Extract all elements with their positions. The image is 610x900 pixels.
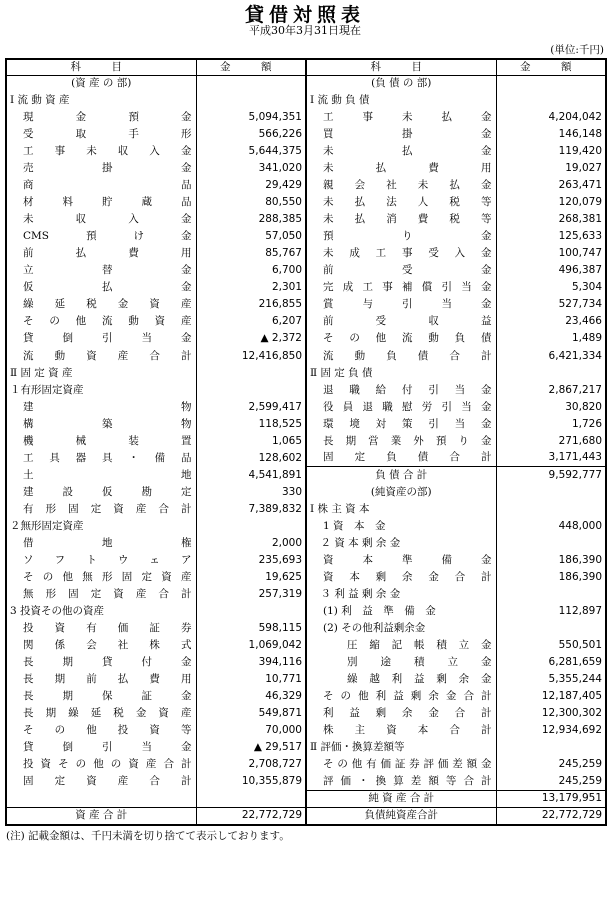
asset-item-amount bbox=[196, 518, 306, 535]
liability-item-name bbox=[306, 416, 496, 433]
asset-item-amount: ▲ 2,372 bbox=[196, 330, 306, 347]
table-row bbox=[6, 365, 606, 382]
liability-item-amount: 268,381 bbox=[496, 211, 606, 228]
liability-item-name: (2) その他利益剰余金 bbox=[306, 620, 496, 637]
liability-item-name bbox=[306, 637, 496, 654]
asset-item-name bbox=[6, 484, 196, 501]
liability-item-amount: 527,734 bbox=[496, 296, 606, 313]
asset-item-amount: 22,772,729 bbox=[196, 807, 306, 825]
asset-item-label: 投資その他の資産合計 bbox=[23, 758, 192, 771]
footnote: (注) 記載金額は、千円未満を切り捨てて表示しております。 bbox=[6, 830, 290, 842]
liability-item-label: 工事未払金 bbox=[323, 111, 492, 124]
asset-item-label: その他流動資産 bbox=[23, 315, 192, 328]
asset-item-amount: 29,429 bbox=[196, 177, 306, 194]
table-row bbox=[6, 637, 606, 654]
liability-item-name bbox=[306, 160, 496, 177]
asset-item-name bbox=[6, 722, 196, 739]
asset-item-name bbox=[6, 313, 196, 330]
asset-item-label: 繰延税金資産 bbox=[23, 298, 192, 311]
liability-item-name bbox=[306, 330, 496, 347]
liability-item-name bbox=[306, 756, 496, 773]
asset-item-name bbox=[6, 245, 196, 262]
asset-item-amount: 566,226 bbox=[196, 126, 306, 143]
asset-item-amount: 257,319 bbox=[196, 586, 306, 603]
asset-item-name: (資 産 の 部) bbox=[6, 75, 196, 92]
table-row bbox=[6, 433, 606, 450]
asset-item-amount bbox=[196, 92, 306, 109]
liability-item-name bbox=[306, 143, 496, 160]
liability-item-name: Ⅱ 固 定 負 債 bbox=[306, 365, 496, 382]
table-row bbox=[6, 739, 606, 756]
liability-item-amount: 120,079 bbox=[496, 194, 606, 211]
liability-item-label: 長期営業外預り金 bbox=[323, 434, 492, 447]
assets-amount-header: 金 額 bbox=[196, 59, 306, 75]
liability-item-amount: 12,934,692 bbox=[496, 722, 606, 739]
liability-item-label: 未払費用 bbox=[323, 162, 492, 175]
liability-item-name bbox=[306, 126, 496, 143]
liability-item-amount: 30,820 bbox=[496, 399, 606, 416]
liability-item-label: その他有価証券評価差額金 bbox=[323, 758, 492, 771]
liability-item-amount bbox=[496, 75, 606, 92]
table-row bbox=[6, 671, 606, 688]
liability-item-amount: 2,867,217 bbox=[496, 382, 606, 399]
asset-item-name bbox=[6, 399, 196, 416]
asset-item-label: 工事未収入金 bbox=[23, 145, 192, 158]
liability-item-label: 固定負債合計 bbox=[323, 451, 492, 464]
asset-item-label: 建設仮勘定 bbox=[23, 485, 192, 498]
asset-item-name bbox=[6, 552, 196, 569]
asset-item-label: 機械装置 bbox=[23, 434, 192, 447]
table-row bbox=[6, 92, 606, 109]
liability-item-amount: 1,726 bbox=[496, 416, 606, 433]
asset-item-label: 立替金 bbox=[23, 264, 192, 277]
liability-item-name bbox=[306, 348, 496, 365]
asset-item-amount: 330 bbox=[196, 484, 306, 501]
asset-item-name bbox=[6, 620, 196, 637]
liability-item-label: 繰越利益剰余金 bbox=[347, 673, 492, 686]
asset-item-name bbox=[6, 756, 196, 773]
asset-item-name bbox=[6, 143, 196, 160]
liability-item-amount: 12,300,302 bbox=[496, 705, 606, 722]
asset-item-amount: 4,541,891 bbox=[196, 467, 306, 484]
table-row bbox=[6, 296, 606, 313]
liability-item-label: 買掛金 bbox=[323, 128, 492, 141]
asset-item-amount: 46,329 bbox=[196, 688, 306, 705]
table-row bbox=[6, 790, 606, 807]
asset-item-name bbox=[6, 535, 196, 552]
asset-item-label: 借地権 bbox=[23, 536, 192, 549]
liability-item-label: 利益剰余金合計 bbox=[323, 707, 492, 720]
asset-item-amount: 10,771 bbox=[196, 671, 306, 688]
liability-item-name bbox=[306, 194, 496, 211]
liability-item-label: 株主資本合計 bbox=[323, 724, 492, 737]
liability-item-label: 未成工事受入金 bbox=[323, 247, 492, 260]
liability-item-name bbox=[306, 671, 496, 688]
liability-item-name: Ⅰ 流 動 負 債 bbox=[306, 92, 496, 109]
asset-item-amount: 2,000 bbox=[196, 535, 306, 552]
liability-item-label: 圧縮記帳積立金 bbox=[347, 639, 492, 652]
liability-item-name bbox=[306, 313, 496, 330]
liability-item-amount: 550,501 bbox=[496, 637, 606, 654]
asset-item-amount: 6,207 bbox=[196, 313, 306, 330]
asset-item-label: 関係会社株式 bbox=[23, 639, 192, 652]
table-row bbox=[6, 416, 606, 433]
table-row bbox=[6, 143, 606, 160]
table-row bbox=[6, 177, 606, 194]
asset-item-name bbox=[6, 296, 196, 313]
liability-item-name bbox=[306, 705, 496, 722]
table-row bbox=[6, 535, 606, 552]
liability-item-name bbox=[306, 552, 496, 569]
table-row bbox=[6, 501, 606, 518]
document-title: 貸借対照表 bbox=[244, 4, 365, 26]
asset-item-name bbox=[6, 228, 196, 245]
liability-item-name: (純資産の部) bbox=[306, 484, 496, 501]
table-row bbox=[6, 245, 606, 262]
liability-item-amount: 19,027 bbox=[496, 160, 606, 177]
asset-item-amount: 1,065 bbox=[196, 433, 306, 450]
asset-item-amount: 57,050 bbox=[196, 228, 306, 245]
liability-item-amount bbox=[496, 586, 606, 603]
asset-item-name: Ⅱ 固 定 資 産 bbox=[6, 365, 196, 382]
liability-item-amount bbox=[496, 365, 606, 382]
liability-item-amount: 245,259 bbox=[496, 756, 606, 773]
asset-item-amount: 80,550 bbox=[196, 194, 306, 211]
table-row bbox=[6, 620, 606, 637]
asset-item-name bbox=[6, 416, 196, 433]
liability-item-label: その他利益剰余金合計 bbox=[323, 690, 492, 703]
liability-item-label: 役員退職慰労引当金 bbox=[323, 400, 492, 413]
liability-item-amount: 5,355,244 bbox=[496, 671, 606, 688]
table-row bbox=[6, 773, 606, 790]
asset-item-amount: 394,116 bbox=[196, 654, 306, 671]
liability-item-amount: 1,489 bbox=[496, 330, 606, 347]
asset-item-name bbox=[6, 177, 196, 194]
asset-item-label: 前払費用 bbox=[23, 247, 192, 260]
table-row bbox=[6, 211, 606, 228]
liability-item-label: 未払金 bbox=[323, 145, 492, 158]
liability-item-amount: 100,747 bbox=[496, 245, 606, 262]
liability-item-amount: 23,466 bbox=[496, 313, 606, 330]
asset-item-label: CMS預け金 bbox=[23, 230, 192, 243]
liability-item-amount: 186,390 bbox=[496, 552, 606, 569]
asset-item-name bbox=[6, 211, 196, 228]
liability-item-amount: 146,148 bbox=[496, 126, 606, 143]
asset-item-label: 仮払金 bbox=[23, 281, 192, 294]
asset-item-label: 現金預金 bbox=[23, 111, 192, 124]
liability-item-label: 流動負債合計 bbox=[323, 349, 492, 362]
liability-item-name bbox=[306, 688, 496, 705]
asset-item-name bbox=[6, 160, 196, 177]
asset-item-label: 固定資産合計 bbox=[23, 775, 192, 788]
liability-item-name: (負 債 の 部) bbox=[306, 75, 496, 92]
liability-item-label: 預り金 bbox=[323, 230, 492, 243]
table-row bbox=[6, 279, 606, 296]
asset-item-amount: 7,389,832 bbox=[196, 501, 306, 518]
liability-item-amount: 4,204,042 bbox=[496, 109, 606, 126]
assets-item-header: 科 目 bbox=[6, 59, 196, 75]
liability-item-amount: 9,592,777 bbox=[496, 467, 606, 484]
asset-item-label: 材料貯蔵品 bbox=[23, 196, 192, 209]
asset-item-name bbox=[6, 501, 196, 518]
asset-item-name bbox=[6, 671, 196, 688]
liability-item-label: 完成工事補償引当金 bbox=[323, 281, 492, 294]
liability-item-name: 純 資 産 合 計 bbox=[306, 790, 496, 807]
liability-item-amount: 112,897 bbox=[496, 603, 606, 620]
table-row bbox=[6, 569, 606, 586]
table-row bbox=[6, 688, 606, 705]
asset-item-name bbox=[6, 109, 196, 126]
asset-item-label: 商品 bbox=[23, 179, 192, 192]
liability-item-amount: 6,281,659 bbox=[496, 654, 606, 671]
asset-item-label: 長期繰延税金資産 bbox=[23, 707, 192, 720]
asset-item-amount: 288,385 bbox=[196, 211, 306, 228]
liabilities-amount-header: 金 額 bbox=[496, 59, 606, 75]
liability-item-name: ３ 利 益 剰 余 金 bbox=[306, 586, 496, 603]
asset-item-amount bbox=[196, 603, 306, 620]
table-row bbox=[6, 552, 606, 569]
asset-item-amount: 70,000 bbox=[196, 722, 306, 739]
table-row bbox=[6, 603, 606, 620]
liability-item-label: その他流動負債 bbox=[323, 332, 492, 345]
liability-item-name bbox=[306, 722, 496, 739]
balance-sheet-table bbox=[5, 58, 607, 826]
liability-item-amount: 12,187,405 bbox=[496, 688, 606, 705]
liability-item-label: 環境対策引当金 bbox=[323, 417, 492, 430]
asset-item-label: 投資有価証券 bbox=[23, 622, 192, 635]
table-row bbox=[6, 126, 606, 143]
liability-item-label: 親会社未払金 bbox=[323, 179, 492, 192]
liability-item-amount bbox=[496, 501, 606, 518]
asset-item-amount bbox=[196, 382, 306, 399]
asset-item-amount: 598,115 bbox=[196, 620, 306, 637]
asset-item-name bbox=[6, 126, 196, 143]
asset-item-amount: 85,767 bbox=[196, 245, 306, 262]
asset-item-amount: 235,693 bbox=[196, 552, 306, 569]
asset-item-amount: 10,355,879 bbox=[196, 773, 306, 790]
asset-item-name bbox=[6, 450, 196, 467]
asset-item-name: 3 投資その他の資産 bbox=[6, 603, 196, 620]
table-row bbox=[6, 586, 606, 603]
liability-item-amount: 125,633 bbox=[496, 228, 606, 245]
liability-item-amount: 13,179,951 bbox=[496, 790, 606, 807]
liability-item-amount bbox=[496, 620, 606, 637]
asset-item-label: 有形固定資産合計 bbox=[23, 502, 192, 515]
liability-item-name bbox=[306, 296, 496, 313]
liabilities-item-header: 科 目 bbox=[306, 59, 496, 75]
table-row bbox=[6, 399, 606, 416]
table-row bbox=[6, 518, 606, 535]
table-row bbox=[6, 450, 606, 467]
asset-item-name bbox=[6, 194, 196, 211]
asset-item-amount: 341,020 bbox=[196, 160, 306, 177]
table-row bbox=[6, 313, 606, 330]
table-row bbox=[6, 382, 606, 399]
liability-item-amount bbox=[496, 535, 606, 552]
asset-item-amount bbox=[196, 790, 306, 807]
asset-item-label: 長期貸付金 bbox=[23, 656, 192, 669]
table-row bbox=[6, 109, 606, 126]
asset-item-name: ２無形固定資産 bbox=[6, 518, 196, 535]
asset-item-amount: 12,416,850 bbox=[196, 348, 306, 365]
asset-item-name bbox=[6, 279, 196, 296]
liability-item-name: Ⅱ 評価・換算差額等 bbox=[306, 739, 496, 756]
liability-item-amount: 3,171,443 bbox=[496, 450, 606, 467]
liability-item-name bbox=[306, 450, 496, 467]
liability-item-amount: 6,421,334 bbox=[496, 348, 606, 365]
liability-item-name: (1) 利 益 準 備 金 bbox=[306, 603, 496, 620]
liability-item-amount: 271,680 bbox=[496, 433, 606, 450]
asset-item-amount: ▲ 29,517 bbox=[196, 739, 306, 756]
asset-item-label: 流動資産合計 bbox=[23, 349, 192, 362]
liability-item-label: 資本準備金 bbox=[323, 553, 492, 566]
liability-item-amount bbox=[496, 484, 606, 501]
liability-item-label: 資本剰余金合計 bbox=[323, 570, 492, 583]
asset-item-label: 建物 bbox=[23, 400, 192, 413]
table-row bbox=[6, 228, 606, 245]
liability-item-name: 負 債 合 計 bbox=[306, 467, 496, 484]
asset-item-label: 無形固定資産合計 bbox=[23, 587, 192, 600]
asset-item-label: その他投資等 bbox=[23, 724, 192, 737]
liability-item-label: 未払法人税等 bbox=[323, 196, 492, 209]
balance-sheet-body bbox=[6, 75, 606, 825]
asset-item-name bbox=[6, 654, 196, 671]
table-row bbox=[6, 160, 606, 177]
asset-item-amount: 549,871 bbox=[196, 705, 306, 722]
asset-item-name bbox=[6, 688, 196, 705]
liability-item-amount: 245,259 bbox=[496, 773, 606, 790]
liability-item-name: 負債純資産合計 bbox=[306, 807, 496, 825]
liability-item-amount: 22,772,729 bbox=[496, 807, 606, 825]
liability-item-name bbox=[306, 433, 496, 450]
liability-item-name: ２ 資 本 剰 余 金 bbox=[306, 535, 496, 552]
liability-item-amount: 448,000 bbox=[496, 518, 606, 535]
liability-item-name: Ⅰ 株 主 資 本 bbox=[306, 501, 496, 518]
asset-item-name bbox=[6, 637, 196, 654]
table-row bbox=[6, 330, 606, 347]
liability-item-name bbox=[306, 109, 496, 126]
liability-item-name bbox=[306, 382, 496, 399]
table-row bbox=[6, 705, 606, 722]
table-row bbox=[6, 484, 606, 501]
asset-item-amount: 6,700 bbox=[196, 262, 306, 279]
table-row bbox=[6, 348, 606, 365]
liability-item-amount: 496,387 bbox=[496, 262, 606, 279]
asset-item-label: 貸倒引当金 bbox=[23, 741, 192, 754]
liability-item-name bbox=[306, 228, 496, 245]
liability-item-name bbox=[306, 654, 496, 671]
table-row bbox=[6, 194, 606, 211]
asset-item-label: 長期保証金 bbox=[23, 690, 192, 703]
asset-item-amount bbox=[196, 365, 306, 382]
unit-label: (単位:千円) bbox=[550, 44, 604, 56]
liability-item-amount: 186,390 bbox=[496, 569, 606, 586]
table-row bbox=[6, 807, 606, 825]
as-of-date: 平成30年3月31日現在 bbox=[249, 24, 361, 37]
asset-item-label: 受取手形 bbox=[23, 128, 192, 141]
table-row bbox=[6, 467, 606, 484]
asset-item-label: 土地 bbox=[23, 468, 192, 481]
asset-item-amount: 118,525 bbox=[196, 416, 306, 433]
asset-item-name bbox=[6, 739, 196, 756]
liability-item-label: 別途積立金 bbox=[347, 656, 492, 669]
asset-item-label: 貸倒引当金 bbox=[23, 332, 192, 345]
liability-item-label: 評価・換算差額等合計 bbox=[323, 775, 492, 788]
asset-item-label: ソフトウェア bbox=[23, 553, 192, 566]
asset-item-amount: 5,094,351 bbox=[196, 109, 306, 126]
liability-item-name bbox=[306, 279, 496, 296]
asset-item-label: 未収入金 bbox=[23, 213, 192, 226]
table-row bbox=[6, 756, 606, 773]
liability-item-amount bbox=[496, 92, 606, 109]
asset-item-name bbox=[6, 467, 196, 484]
asset-item-label: 売掛金 bbox=[23, 162, 192, 175]
asset-item-label: 長期前払費用 bbox=[23, 673, 192, 686]
asset-item-name bbox=[6, 330, 196, 347]
liability-item-label: 未払消費税等 bbox=[323, 213, 492, 226]
liability-item-name bbox=[306, 399, 496, 416]
asset-item-amount: 2,708,727 bbox=[196, 756, 306, 773]
asset-item-name: １有形固定資産 bbox=[6, 382, 196, 399]
table-row bbox=[6, 654, 606, 671]
asset-item-name bbox=[6, 433, 196, 450]
asset-item-amount: 2,599,417 bbox=[196, 399, 306, 416]
table-row bbox=[6, 722, 606, 739]
liability-item-name bbox=[306, 773, 496, 790]
liability-item-amount: 263,471 bbox=[496, 177, 606, 194]
liability-item-name bbox=[306, 262, 496, 279]
asset-item-name bbox=[6, 586, 196, 603]
liability-item-name bbox=[306, 245, 496, 262]
asset-item-label: 工具器具・備品 bbox=[23, 451, 192, 464]
asset-item-name: Ⅰ 流 動 資 産 bbox=[6, 92, 196, 109]
liability-item-label: 前受収益 bbox=[323, 315, 492, 328]
table-row bbox=[6, 262, 606, 279]
asset-item-name bbox=[6, 705, 196, 722]
table-header-row bbox=[6, 59, 606, 75]
liability-item-amount: 5,304 bbox=[496, 279, 606, 296]
asset-item-amount: 5,644,375 bbox=[196, 143, 306, 160]
asset-item-amount: 128,602 bbox=[196, 450, 306, 467]
liability-item-amount bbox=[496, 739, 606, 756]
asset-item-amount bbox=[196, 75, 306, 92]
asset-item-label: その他無形固定資産 bbox=[23, 570, 192, 583]
asset-item-amount: 1,069,042 bbox=[196, 637, 306, 654]
table-row bbox=[6, 75, 606, 92]
asset-item-name bbox=[6, 773, 196, 790]
asset-item-amount: 2,301 bbox=[196, 279, 306, 296]
asset-item-name bbox=[6, 569, 196, 586]
liability-item-name bbox=[306, 211, 496, 228]
asset-item-name: 資 産 合 計 bbox=[6, 807, 196, 825]
liability-item-name bbox=[306, 569, 496, 586]
asset-item-amount: 216,855 bbox=[196, 296, 306, 313]
liability-item-label: 前受金 bbox=[323, 264, 492, 277]
liability-item-label: 退職給付引当金 bbox=[323, 383, 492, 396]
asset-item-name bbox=[6, 790, 196, 807]
liability-item-label: 賞与引当金 bbox=[323, 298, 492, 311]
asset-item-name bbox=[6, 348, 196, 365]
asset-item-amount: 19,625 bbox=[196, 569, 306, 586]
asset-item-name bbox=[6, 262, 196, 279]
liability-item-name bbox=[306, 177, 496, 194]
liability-item-name: 1 資 本 金 bbox=[306, 518, 496, 535]
asset-item-label: 構築物 bbox=[23, 417, 192, 430]
liability-item-amount: 119,420 bbox=[496, 143, 606, 160]
